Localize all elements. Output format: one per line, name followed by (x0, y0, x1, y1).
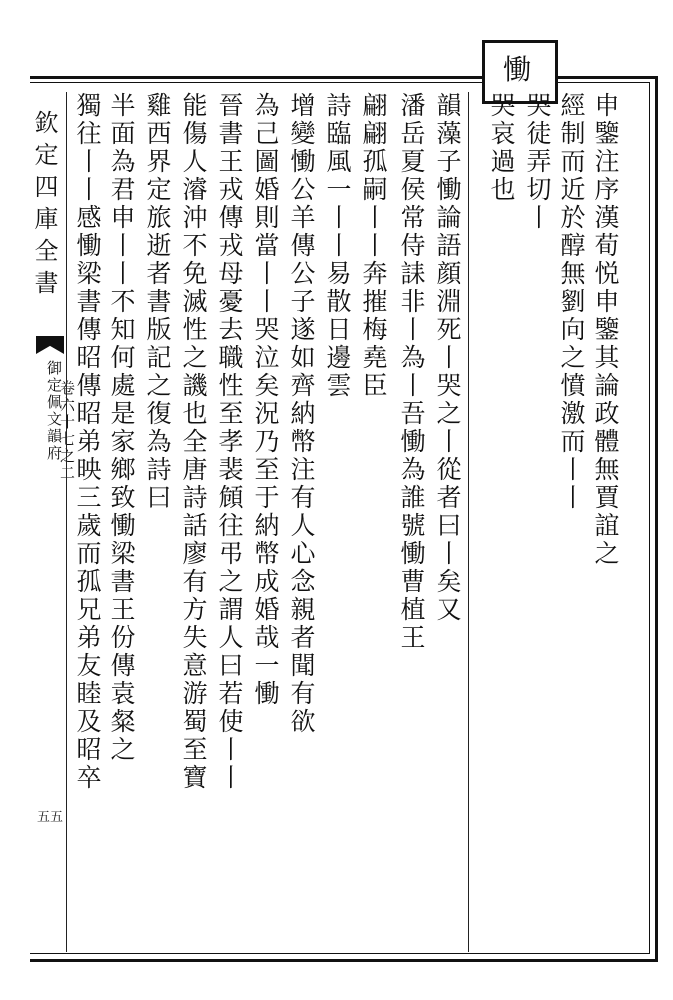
heading-character: 慟 (502, 53, 531, 86)
text-column: 半面為君申丨丨不知何處是家鄉致慟梁書王份傳袁粲之 (107, 92, 136, 764)
text-column: 潘岳夏侯常侍誄非丨為丨吾慟為誰號慟曹植王 (397, 92, 426, 652)
text-column: 哭哀過也 (487, 92, 516, 204)
text-column: 翩翩孤嗣丨丨奔摧梅堯臣 (359, 92, 388, 400)
page-number: 五五 (36, 810, 63, 825)
text-column: 雞西界定旅逝者書版記之復為詩曰 (143, 92, 172, 512)
text-column: 能傷人濬沖不免滅性之譏也全唐詩話廖有方失意游蜀至寶 (179, 92, 208, 792)
sub-title: 御定佩文韻府 (45, 360, 63, 462)
text-column: 為己圖婚則當丨丨哭泣矣況乃至于納幣成婚哉一慟 (251, 92, 280, 708)
text-column: 申鑒注序漢荀悦申鑒其論政體無賈誼之 (591, 92, 620, 568)
book-title: 欽定四庫全書 (30, 110, 58, 302)
column-rule (468, 92, 469, 952)
text-column: 晉書王戎傳戎母憂去職性至孝裴頠往弔之謂人曰若使丨丨 (215, 92, 244, 792)
text-column: 哭徒弄切丨 (523, 92, 552, 232)
text-column: 增變慟公羊傳公子遂如齊納幣注有人心念親者聞有欲 (287, 92, 316, 736)
text-column: 詩臨風一丨丨易散日邊雲 (323, 92, 352, 400)
text-column: 獨往丨丨感慟梁書傳昭傳昭弟映三歲而孤兄弟友睦及昭卒 (73, 92, 102, 792)
text-column: 經制而近於醇無劉向之憤激而丨丨 (557, 92, 586, 512)
section-label: 卷六十七之二 (58, 380, 76, 482)
column-rule (66, 92, 67, 952)
text-column: 韻藻子慟論語顔淵死丨哭之丨從者曰丨矣又 (433, 92, 462, 624)
